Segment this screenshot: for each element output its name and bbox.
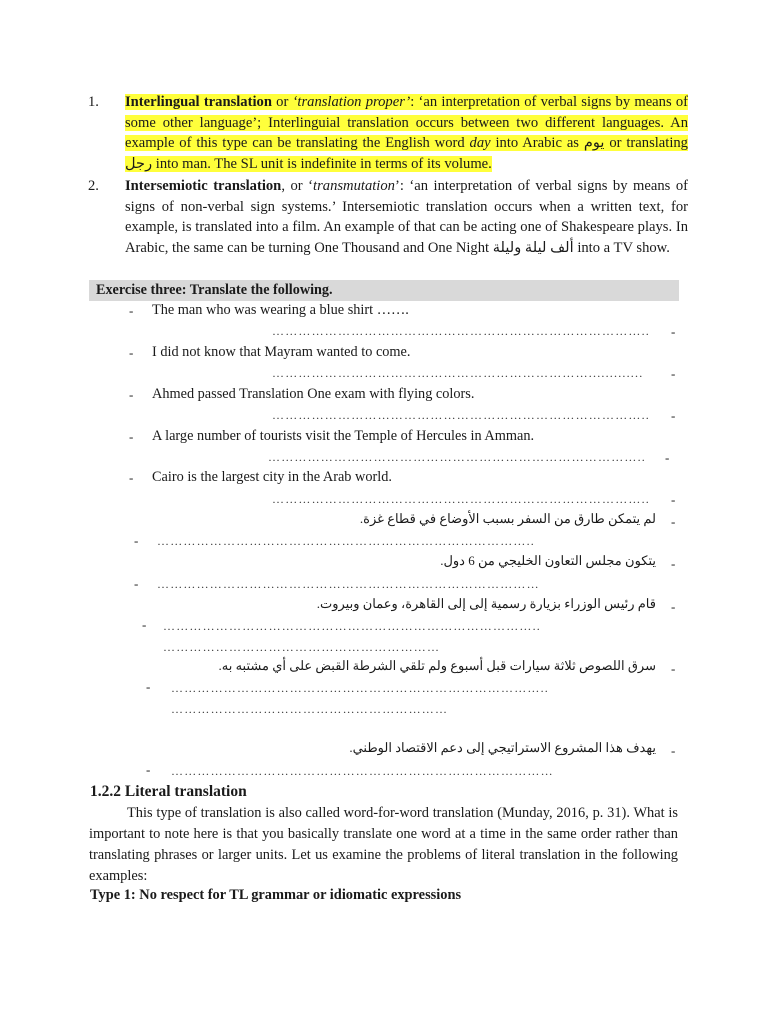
answer-dash: - <box>142 617 147 632</box>
arabic-sentence: يتكون مجلس التعاون الخليجي من 6 دول. <box>440 553 656 568</box>
section-heading: 1.2.2 Literal translation <box>90 783 247 800</box>
answer-dash: - <box>134 576 139 591</box>
bullet-dash: - <box>671 661 676 676</box>
answer-line-cont[interactable]: ……………………………………………………… <box>171 702 449 716</box>
exercise-sentence: A large number of tourists visit the Temple of Hercules in Amman. <box>152 428 535 444</box>
bullet-dash: - <box>129 387 134 402</box>
arabic-word-man: رجل <box>125 155 153 172</box>
answer-dash: - <box>671 408 676 423</box>
arabic-word-day: يوم <box>583 135 605 152</box>
answer-line[interactable]: ………………………………………………………………………….. <box>272 408 650 422</box>
list-number: 1. <box>88 94 99 110</box>
exercise-sentence: I did not know that Mayram wanted to come. <box>152 344 411 360</box>
bullet-dash: - <box>129 429 134 444</box>
arabic-sentence: يهدف هذا المشروع الاستراتيجي إلى دعم الاقتصاد الوطني. <box>349 740 656 755</box>
term-interlingual: Interlingual translation <box>125 94 272 110</box>
term-intersemiotic: Intersemiotic translation <box>125 178 282 194</box>
alt-term: transmutation <box>313 178 395 194</box>
example-word: day <box>469 135 491 152</box>
arabic-title: ألف ليلة وليلة <box>492 239 574 256</box>
list-item-interlingual <box>88 92 688 174</box>
bullet-dash: - <box>671 743 676 758</box>
exercise-sentence: Cairo is the largest city in the Arab world. <box>152 469 392 485</box>
bullet-dash: - <box>129 303 134 318</box>
exercise-heading: Exercise three: Translate the following. <box>89 280 679 301</box>
answer-dash: - <box>134 533 139 548</box>
answer-line[interactable]: ………………………………………………………………………….. <box>272 492 650 506</box>
answer-line[interactable]: ………………………………………………………………………….. <box>268 450 646 464</box>
alt-term: ‘translation proper’ <box>292 94 411 110</box>
answer-dash: - <box>146 679 151 694</box>
answer-dash: - <box>146 762 151 777</box>
list-item-body: Interlingual translation or ‘translation proper’: ‘an interpretation of verbal signs by means of some other language’; Interlinguial translation occurs between two different languages. An example of this type can be translating the English word day into Arabic as يوم or translating رجل into man. The SL unit is indefinite in terms of its volume. <box>125 94 689 172</box>
arabic-sentence: قام رئيس الوزراء بزيارة رسمية إلى إلى القاهرة، وعمان وبيروت. <box>316 596 656 611</box>
answer-line[interactable]: …………………………………………………………………………… <box>171 764 554 778</box>
list-number: 2. <box>88 178 99 194</box>
arabic-sentence: سرق اللصوص ثلاثة سيارات قبل أسبوع ولم تلقي الشرطة القبض على أي مشتبه به. <box>218 658 656 673</box>
answer-dash: - <box>671 366 676 381</box>
bullet-dash: - <box>671 556 676 571</box>
answer-line[interactable]: ………………………………………………………………………….. <box>157 534 535 548</box>
exercise-sentence: The man who was wearing a blue shirt ……. <box>152 302 409 318</box>
bullet-dash: - <box>129 470 134 485</box>
arabic-sentence: لم يتمكن طارق من السفر بسبب الأوضاع في قطاع غزة. <box>359 511 656 526</box>
bullet-dash: - <box>671 599 676 614</box>
answer-line-cont[interactable]: ……………………………………………………… <box>163 640 441 654</box>
answer-line[interactable]: ………………………………………………………………………….. <box>163 619 541 633</box>
list-item-body: Intersemiotic translation, or ‘transmutation’: ‘an interpretation of verbal signs by means of signs of non-verbal sign systems.’ Intersemiotic translation occurs when a written text, for example, is translated into a film. An example of that can be acting one of Shakespeare plays. In Arabic, the same can be turning One Thousand and One Night ألف ليلة وليلة into a TV show. <box>125 178 688 256</box>
answer-dash: - <box>665 450 670 465</box>
type1-heading: Type 1: No respect for TL grammar or idiomatic expressions <box>90 887 462 903</box>
answer-dash: - <box>671 492 676 507</box>
answer-line[interactable]: ………………………………………………………………………….. <box>171 681 549 695</box>
answer-line[interactable]: ………………………………………………………………............. <box>272 366 644 380</box>
answer-dash: - <box>671 324 676 339</box>
section-paragraph: This type of translation is also called word-for-word translation (Munday, 2016, p. 31). What is important to note here is that you basically translate one word at a time in the same order rather than translating phrases or larger units. Let us examine the problems of literal translation in the following examples: <box>89 805 678 884</box>
bullet-dash: - <box>671 514 676 529</box>
list-item-intersemiotic <box>88 176 688 258</box>
answer-line[interactable]: ………………………………………………………………………….. <box>272 324 650 338</box>
answer-line[interactable]: …………………………………………………………………………… <box>157 577 540 591</box>
exercise-sentence: Ahmed passed Translation One exam with flying colors. <box>152 386 475 402</box>
bullet-dash: - <box>129 345 134 360</box>
